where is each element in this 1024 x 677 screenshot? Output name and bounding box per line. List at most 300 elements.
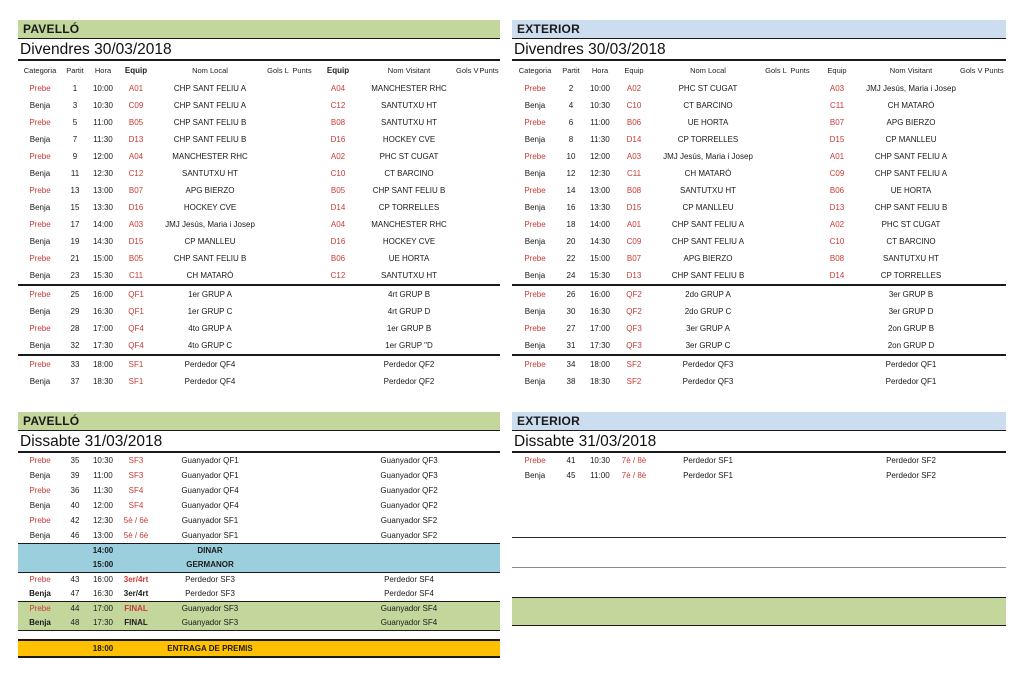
cell-nom-local: Perdedor SF1 (683, 471, 733, 480)
cell-nom-visitant: 1er GRUP B (386, 324, 432, 333)
cell-equip-visitant: D16 (330, 237, 346, 246)
cell-gols-local (266, 483, 290, 498)
col-categoria: Categoria (23, 66, 57, 75)
cell-hora: 16:00 (92, 290, 114, 299)
cell-punts-visitant (478, 97, 500, 114)
cell-gols-local (266, 216, 290, 233)
col-equip-local: Equip (124, 66, 148, 75)
table-row (512, 165, 1006, 182)
cell-punts-local (290, 373, 314, 390)
cell-gols-visitant (456, 498, 478, 513)
cell-nom-visitant: Perdedor SF2 (886, 471, 936, 480)
cell-hora: 12:00 (92, 501, 114, 510)
cell-nom-visitant: APG BIERZO (886, 118, 936, 127)
cell-punts-visitant (478, 558, 500, 572)
cell-partit: 37 (70, 377, 80, 386)
table-row (18, 587, 500, 601)
cell-punts-local (290, 528, 314, 543)
cell-equip-visitant (812, 356, 862, 373)
pavello-title-band (18, 412, 500, 431)
cell-hora: 11:30 (93, 135, 113, 144)
table-row (18, 131, 500, 148)
cell-gols-local (266, 337, 290, 354)
cell-partit: 24 (566, 271, 576, 280)
cell-gols-visitant (960, 468, 982, 483)
table-row (18, 337, 500, 354)
cell-partit (62, 641, 88, 656)
cell-hora: 12:30 (92, 516, 114, 525)
cell-categoria: Prebe (29, 118, 51, 127)
cell-equip-visitant: A03 (829, 84, 845, 93)
cell-nom-visitant (362, 558, 456, 572)
cell-categoria: Prebe (29, 254, 51, 263)
cell-nom-visitant: SANTUTXU HT (883, 254, 939, 263)
cell-hora: 18:30 (589, 377, 611, 386)
cell-equip-local: A02 (626, 84, 642, 93)
cell-punts-local (290, 199, 314, 216)
cell-hora: 11:30 (590, 135, 610, 144)
cell-nom-visitant: CP TORRELLES (880, 271, 942, 280)
cell-nom-local: Perdedor QF3 (682, 360, 734, 369)
cell-hora: 18:00 (92, 360, 114, 369)
cell-hora: 12:00 (92, 152, 114, 161)
pavello-divendres-table (18, 20, 500, 390)
cell-nom-local: SANTUTXU HT (680, 186, 736, 195)
cell-equip-visitant: C09 (829, 169, 845, 178)
cell-gols-visitant (456, 250, 478, 267)
cell-punts-local (788, 97, 812, 114)
cell-equip-local: QF2 (626, 290, 642, 299)
cell-partit: 26 (566, 290, 576, 299)
table-row (18, 558, 500, 572)
cell-categoria: Prebe (29, 486, 51, 495)
cell-nom-local: 4to GRUP A (188, 324, 232, 333)
cell-gols-local (266, 602, 290, 616)
cell-categoria: Prebe (29, 516, 51, 525)
cell-categoria: Benja (29, 169, 51, 178)
cell-gols-local (764, 320, 788, 337)
cell-nom-visitant: UE HORTA (388, 254, 430, 263)
empty-row-block (512, 568, 1006, 597)
cell-hora: 15:30 (589, 271, 611, 280)
cell-hora: 11:00 (93, 471, 113, 480)
cell-punts-local (290, 216, 314, 233)
cell-gols-local (266, 286, 290, 303)
cell-equip-local: 7è / 8è (621, 456, 647, 465)
cell-equip-local: D15 (128, 237, 144, 246)
table-row (18, 453, 500, 468)
cell-punts-visitant (982, 182, 1006, 199)
cell-equip-visitant (314, 453, 362, 468)
cell-partit: 22 (566, 254, 576, 263)
table-row (18, 165, 500, 182)
cell-categoria (18, 558, 62, 572)
cell-equip-local: QF4 (128, 341, 144, 350)
cell-nom-visitant: MANCHESTER RHC (371, 220, 447, 229)
cell-gols-local (266, 513, 290, 528)
cell-gols-local (266, 97, 290, 114)
cell-gols-local (266, 114, 290, 131)
cell-nom-visitant: 3er GRUP D (888, 307, 934, 316)
cell-equip-local: QF2 (626, 307, 642, 316)
cell-hora: 11:00 (590, 118, 610, 127)
cell-hora: 16:30 (92, 589, 114, 598)
cell-equip-local: SF1 (128, 377, 144, 386)
table-row (18, 80, 500, 97)
cell-hora: 14:00 (589, 220, 611, 229)
cell-hora: 16:00 (92, 575, 114, 584)
cell-gols-local (266, 250, 290, 267)
cell-gols-local (266, 320, 290, 337)
cell-equip-visitant (314, 602, 362, 616)
cell-partit: 28 (70, 324, 80, 333)
cell-gols-local (266, 165, 290, 182)
cell-partit: 18 (566, 220, 576, 229)
exterior-dissabte-table (512, 412, 1006, 626)
cell-nom-local: 3er GRUP A (686, 324, 730, 333)
col-nom-local: Nom Local (192, 66, 228, 75)
cell-partit: 34 (566, 360, 576, 369)
cell-punts-visitant (478, 587, 500, 601)
cell-punts-local (290, 483, 314, 498)
cell-categoria: Benja (29, 377, 51, 386)
cell-categoria: Prebe (524, 324, 546, 333)
cell-nom-visitant: MANCHESTER RHC (371, 84, 447, 93)
cell-punts-local (788, 114, 812, 131)
cell-gols-visitant (456, 303, 478, 320)
cell-equip-local: QF4 (128, 324, 144, 333)
section-title: PAVELLÓ (23, 414, 80, 428)
cell-punts-local (290, 498, 314, 513)
table-row (18, 483, 500, 498)
cell-equip-visitant (314, 513, 362, 528)
cell-categoria (18, 544, 62, 558)
col-gols-visitant: Gols V (960, 66, 983, 75)
cell-gols-visitant (960, 373, 982, 390)
cell-hora: 18:00 (92, 644, 114, 653)
date-heading: Dissabte 31/03/2018 (512, 431, 1006, 453)
table-row (512, 148, 1006, 165)
cell-punts-visitant (478, 131, 500, 148)
cell-punts-visitant (982, 148, 1006, 165)
cell-nom-local: 1er GRUP A (188, 290, 232, 299)
cell-partit: 4 (568, 101, 574, 110)
cell-gols-visitant (960, 267, 982, 284)
cell-partit: 2 (568, 84, 574, 93)
cell-equip-visitant: A04 (330, 220, 346, 229)
cell-punts-local (290, 233, 314, 250)
cell-nom-local: DINAR (197, 546, 223, 555)
cell-equip-visitant (314, 303, 362, 320)
cell-gols-visitant (456, 267, 478, 284)
cell-hora: 12:30 (92, 169, 114, 178)
cell-equip-visitant (314, 616, 362, 630)
cell-punts-local (290, 250, 314, 267)
cell-gols-visitant (456, 199, 478, 216)
quarterfinal-rows (18, 284, 500, 354)
cell-nom-local: CHP SANT FELIU B (671, 271, 745, 280)
cell-gols-visitant (456, 97, 478, 114)
table-row (18, 233, 500, 250)
date-heading: Divendres 30/03/2018 (18, 39, 500, 61)
cell-categoria: Prebe (29, 84, 51, 93)
cell-equip-visitant: D16 (330, 135, 346, 144)
cell-categoria: Benja (29, 589, 51, 598)
cell-punts-visitant (478, 303, 500, 320)
cell-punts-visitant (478, 602, 500, 616)
cell-categoria: Prebe (524, 456, 546, 465)
exterior-divendres-table (512, 20, 1006, 390)
cell-punts-local (290, 602, 314, 616)
cell-punts-local (788, 267, 812, 284)
cell-nom-visitant (362, 641, 456, 656)
cell-gols-local (266, 468, 290, 483)
cell-categoria: Benja (29, 237, 51, 246)
cell-partit: 35 (70, 456, 80, 465)
cell-equip-local: 7è / 8è (621, 471, 647, 480)
cell-punts-visitant (982, 216, 1006, 233)
cell-nom-local: CHP SANT FELIU A (173, 84, 247, 93)
cell-nom-visitant: HOCKEY CVE (382, 237, 436, 246)
cell-nom-local: Perdedor SF3 (185, 589, 235, 598)
final-rows (18, 601, 500, 631)
cell-gols-local (764, 80, 788, 97)
cell-partit: 17 (70, 220, 80, 229)
cell-nom-local: Guanyador SF3 (181, 618, 239, 627)
cell-nom-local: Perdedor SF3 (185, 575, 235, 584)
cell-nom-local: Guanyador QF4 (181, 501, 239, 510)
cell-punts-local (290, 303, 314, 320)
cell-hora: 10:30 (589, 101, 611, 110)
col-punts-visitant: Punts (984, 66, 1004, 75)
cell-categoria: Benja (29, 471, 51, 480)
cell-equip-local: C11 (626, 169, 642, 178)
cell-gols-visitant (456, 182, 478, 199)
cell-gols-local (266, 544, 290, 558)
cell-categoria: Benja (29, 501, 51, 510)
cell-categoria: Prebe (29, 220, 51, 229)
cell-nom-visitant: 3er GRUP B (888, 290, 934, 299)
cell-nom-visitant: CHP SANT FELIU B (372, 186, 446, 195)
cell-gols-visitant (456, 602, 478, 616)
table-row (512, 199, 1006, 216)
cell-nom-visitant: Guanyador QF2 (380, 486, 438, 495)
table-row (512, 303, 1006, 320)
cell-hora: 17:30 (92, 618, 114, 627)
cell-punts-visitant (982, 320, 1006, 337)
cell-punts-local (788, 199, 812, 216)
cell-punts-local (788, 216, 812, 233)
cell-equip-visitant: B06 (829, 186, 845, 195)
cell-equip-visitant (812, 320, 862, 337)
cell-categoria: Benja (29, 203, 51, 212)
cell-categoria: Benja (29, 618, 51, 627)
cell-nom-visitant: Perdedor SF4 (384, 589, 434, 598)
cell-hora: 12:30 (589, 169, 611, 178)
cell-gols-visitant (960, 131, 982, 148)
cell-punts-local (788, 337, 812, 354)
cell-nom-visitant (362, 544, 456, 558)
cell-equip-local: QF3 (626, 341, 642, 350)
cell-punts-local (788, 80, 812, 97)
cell-punts-local (788, 148, 812, 165)
table-row (18, 641, 500, 656)
pavello-dissabte-table (18, 412, 500, 658)
cell-nom-visitant: 4rt GRUP D (387, 307, 431, 316)
cell-punts-local (788, 165, 812, 182)
cell-equip-visitant: D14 (330, 203, 346, 212)
cell-partit: 20 (566, 237, 576, 246)
date-heading: Dissabte 31/03/2018 (18, 431, 500, 453)
table-row (512, 320, 1006, 337)
cell-gols-local (764, 216, 788, 233)
col-equip-visitant: Equip (827, 66, 847, 75)
cell-nom-local: CP TORRELLES (677, 135, 739, 144)
cell-gols-visitant (960, 303, 982, 320)
cell-punts-local (290, 544, 314, 558)
cell-gols-local (764, 131, 788, 148)
section-title: PAVELLÓ (23, 22, 80, 36)
cell-categoria (18, 641, 62, 656)
table-row (512, 131, 1006, 148)
cell-partit (62, 558, 88, 572)
cell-partit: 1 (72, 84, 78, 93)
cell-equip-local: A03 (626, 152, 642, 161)
cell-gols-visitant (960, 453, 982, 468)
cell-partit: 47 (70, 589, 80, 598)
cell-nom-visitant: CP MANLLEU (885, 135, 937, 144)
table-row (18, 528, 500, 543)
cell-nom-local: 1er GRUP C (187, 307, 233, 316)
cell-nom-visitant: CHP SANT FELIU B (874, 203, 948, 212)
cell-categoria: Prebe (524, 220, 546, 229)
empty-row-block (512, 538, 1006, 568)
cell-equip-visitant: D13 (829, 203, 845, 212)
cell-nom-visitant: CT BARCINO (886, 237, 936, 246)
cell-gols-local (764, 233, 788, 250)
cell-hora: 13:00 (589, 186, 611, 195)
table-row (512, 97, 1006, 114)
cell-categoria: Prebe (524, 152, 546, 161)
cell-gols-visitant (456, 286, 478, 303)
cell-nom-local: Guanyador QF1 (181, 456, 239, 465)
cell-categoria: Benja (29, 135, 51, 144)
cell-gols-local (764, 303, 788, 320)
cell-punts-visitant (478, 80, 500, 97)
cell-categoria: Benja (524, 135, 546, 144)
cell-gols-local (764, 468, 788, 483)
cell-partit: 23 (70, 271, 80, 280)
cell-gols-visitant (456, 148, 478, 165)
cell-nom-visitant: PHC ST CUGAT (881, 220, 941, 229)
cell-gols-local (266, 356, 290, 373)
cell-equip-visitant: B08 (330, 118, 346, 127)
cell-hora: 12:00 (589, 152, 611, 161)
table-row (18, 303, 500, 320)
cell-partit: 21 (70, 254, 80, 263)
cell-partit: 44 (70, 604, 80, 613)
cell-partit: 19 (70, 237, 80, 246)
cell-nom-visitant: CH MATARÓ (887, 101, 935, 110)
col-nom-visitant: Nom Visitant (387, 66, 431, 75)
cell-nom-visitant: SANTUTXU HT (381, 118, 437, 127)
cell-gols-local (266, 373, 290, 390)
cell-nom-local: Guanyador SF1 (181, 516, 239, 525)
cell-gols-visitant (456, 558, 478, 572)
cell-punts-visitant (982, 250, 1006, 267)
cell-equip-local: D14 (626, 135, 642, 144)
cell-gols-local (764, 148, 788, 165)
cell-gols-local (266, 558, 290, 572)
cell-partit: 25 (70, 290, 80, 299)
cell-equip-local: B05 (128, 254, 144, 263)
cell-nom-local: HOCKEY CVE (183, 203, 237, 212)
cell-hora: 17:00 (92, 604, 114, 613)
cell-punts-visitant (982, 199, 1006, 216)
cell-hora: 10:30 (92, 456, 114, 465)
cell-gols-local (764, 114, 788, 131)
cell-punts-local (290, 337, 314, 354)
cell-categoria: Benja (29, 531, 51, 540)
cell-hora: 14:00 (92, 546, 114, 555)
cell-punts-visitant (478, 114, 500, 131)
cell-gols-visitant (960, 182, 982, 199)
cell-gols-visitant (456, 528, 478, 543)
cell-nom-local: Guanyador QF1 (181, 471, 239, 480)
cell-gols-visitant (960, 97, 982, 114)
cell-equip-local (118, 544, 154, 558)
cell-partit: 13 (70, 186, 80, 195)
cell-gols-visitant (456, 337, 478, 354)
cell-punts-local (290, 356, 314, 373)
cell-equip-local: D15 (626, 203, 642, 212)
cell-hora: 10:30 (92, 101, 114, 110)
cell-nom-visitant: 2on GRUP D (887, 341, 935, 350)
cell-gols-visitant (960, 250, 982, 267)
cell-punts-visitant (982, 233, 1006, 250)
cell-equip-local: B05 (128, 118, 144, 127)
cell-punts-local (788, 250, 812, 267)
cell-categoria: Benja (524, 307, 546, 316)
cell-punts-local (788, 453, 812, 468)
cell-equip-local: SF3 (128, 471, 144, 480)
cell-punts-local (290, 573, 314, 587)
cell-gols-visitant (960, 165, 982, 182)
cell-punts-local (290, 587, 314, 601)
cell-nom-visitant: Perdedor QF2 (383, 360, 435, 369)
cell-punts-visitant (478, 199, 500, 216)
cell-gols-visitant (960, 148, 982, 165)
cell-partit: 31 (566, 341, 576, 350)
cell-equip-local: SF3 (128, 456, 144, 465)
cell-nom-local: ENTRAGA DE PREMIS (167, 644, 253, 653)
cell-punts-visitant (478, 616, 500, 630)
cell-punts-local (290, 131, 314, 148)
table-row (512, 182, 1006, 199)
cell-categoria: Prebe (29, 456, 51, 465)
cell-punts-visitant (982, 267, 1006, 284)
table-row (512, 468, 1006, 483)
cell-punts-visitant (478, 468, 500, 483)
cell-equip-local: B07 (128, 186, 144, 195)
cell-gols-local (266, 148, 290, 165)
cell-categoria: Prebe (524, 290, 546, 299)
col-partit: Partit (66, 66, 84, 75)
cell-equip-visitant (314, 356, 362, 373)
cell-nom-local: CHP SANT FELIU B (173, 135, 247, 144)
cell-equip-visitant: A04 (330, 84, 346, 93)
cell-punts-local (290, 114, 314, 131)
